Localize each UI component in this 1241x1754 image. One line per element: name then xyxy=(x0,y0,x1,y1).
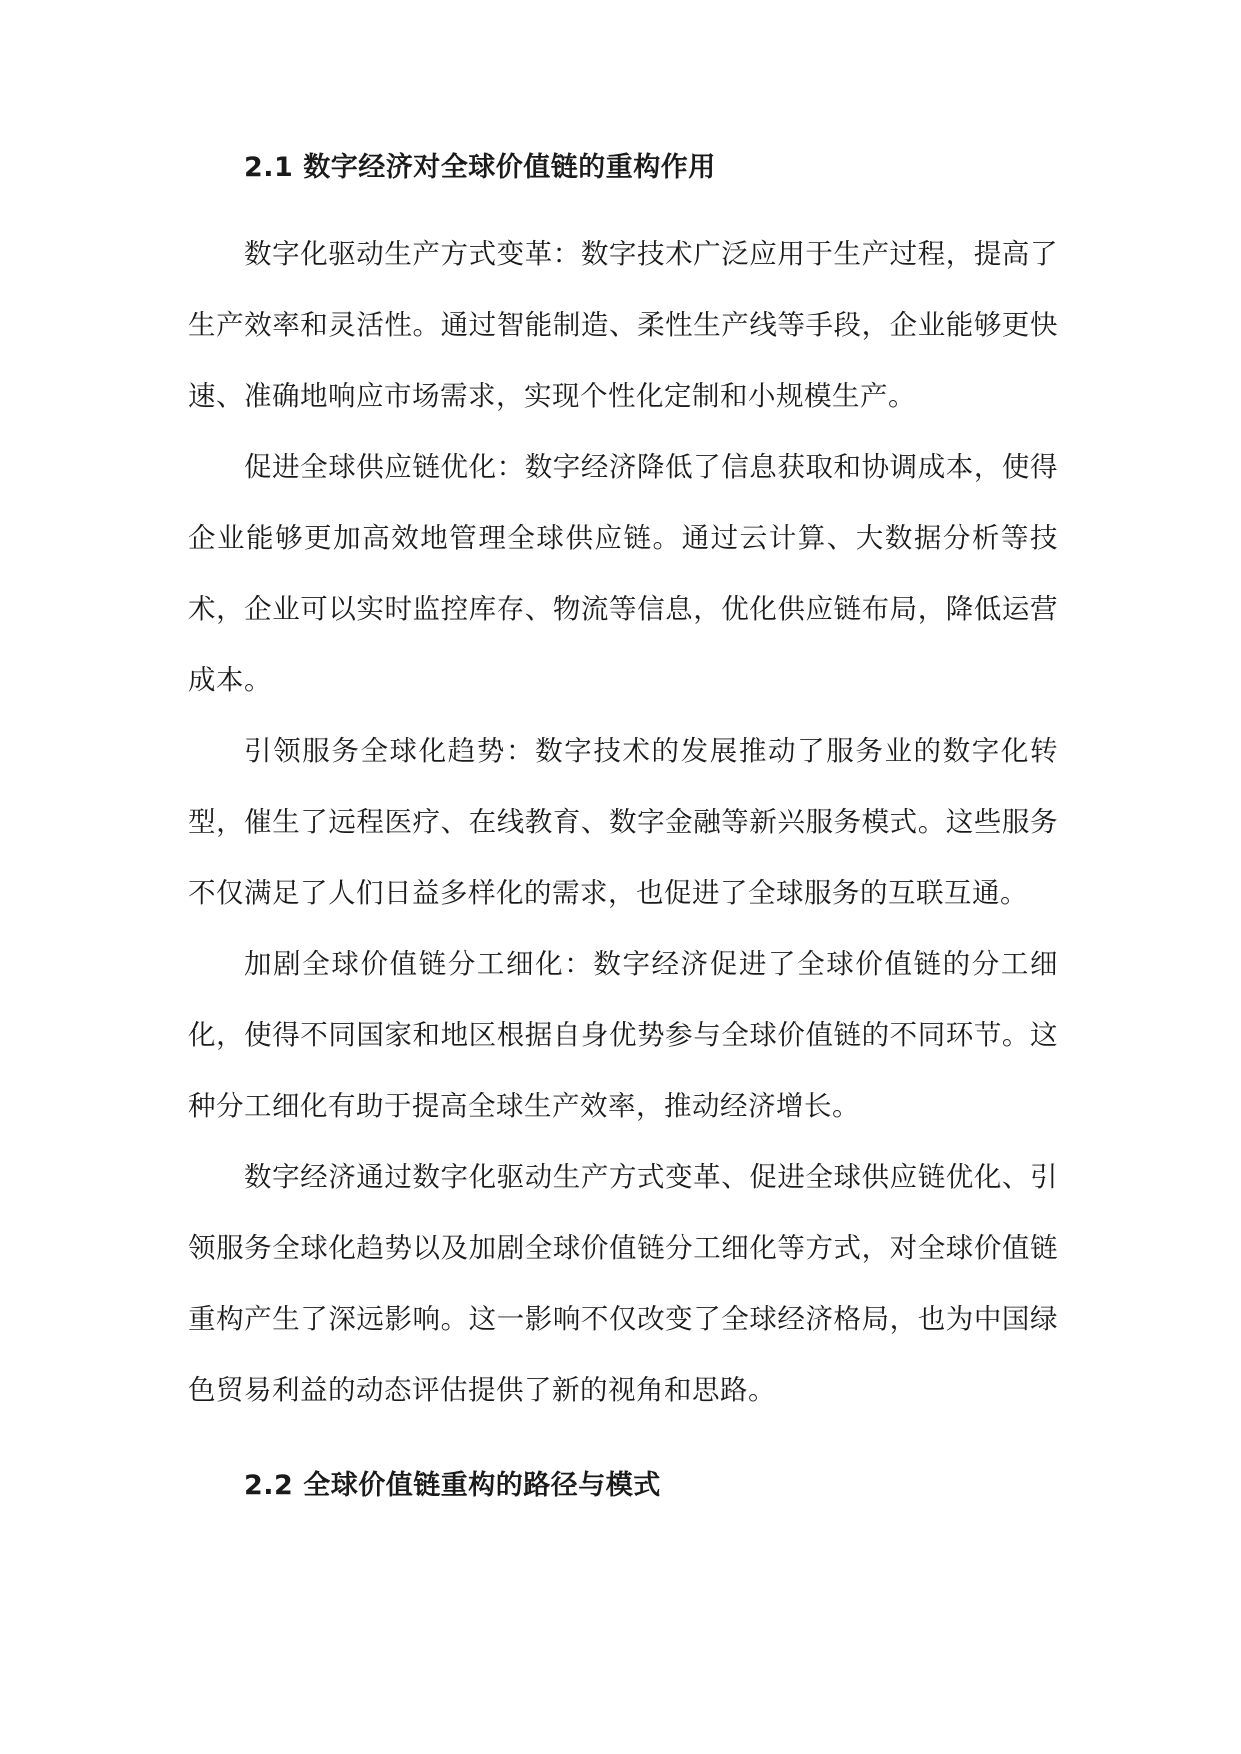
paragraph-supply-chain-optimization: 促进全球供应链优化：数字经济降低了信息获取和协调成本，使得企业能够更加高效地管理全球供应链。通过云计算、大数据分析等技术，企业可以实时监控库存、物流等信息，优化供应链布局，降低运营成本。 xyxy=(188,451,1058,696)
page-content xyxy=(188,148,1058,1506)
section-heading-2-2: 2.2 全球价值链重构的路径与模式 xyxy=(244,1470,661,1501)
paragraph-production-transformation: 数字化驱动生产方式变革：数字技术广泛应用于生产过程，提高了生产效率和灵活性。通过智能制造、柔性生产线等手段，企业能够更快速、准确地响应市场需求，实现个性化定制和小规模生产。 xyxy=(188,238,1058,412)
section-heading-2-1: 2.1 数字经济对全球价值链的重构作用 xyxy=(244,152,716,183)
paragraph-service-globalization: 引领服务全球化趋势：数字技术的发展推动了服务业的数字化转型，催生了远程医疗、在线教育、数字金融等新兴服务模式。这些服务不仅满足了人们日益多样化的需求，也促进了全球服务的互联互通。 xyxy=(188,735,1058,909)
paragraph-division-refinement: 加剧全球价值链分工细化：数字经济促进了全球价值链的分工细化，使得不同国家和地区根据自身优势参与全球价值链的不同环节。这种分工细化有助于提高全球生产效率，推动经济增长。 xyxy=(188,948,1058,1122)
paragraph-summary: 数字经济通过数字化驱动生产方式变革、促进全球供应链优化、引领服务全球化趋势以及加剧全球价值链分工细化等方式，对全球价值链重构产生了深远影响。这一影响不仅改变了全球经济格局，也为中国绿色贸易利益的动态评估提供了新的视角和思路。 xyxy=(188,1161,1058,1406)
